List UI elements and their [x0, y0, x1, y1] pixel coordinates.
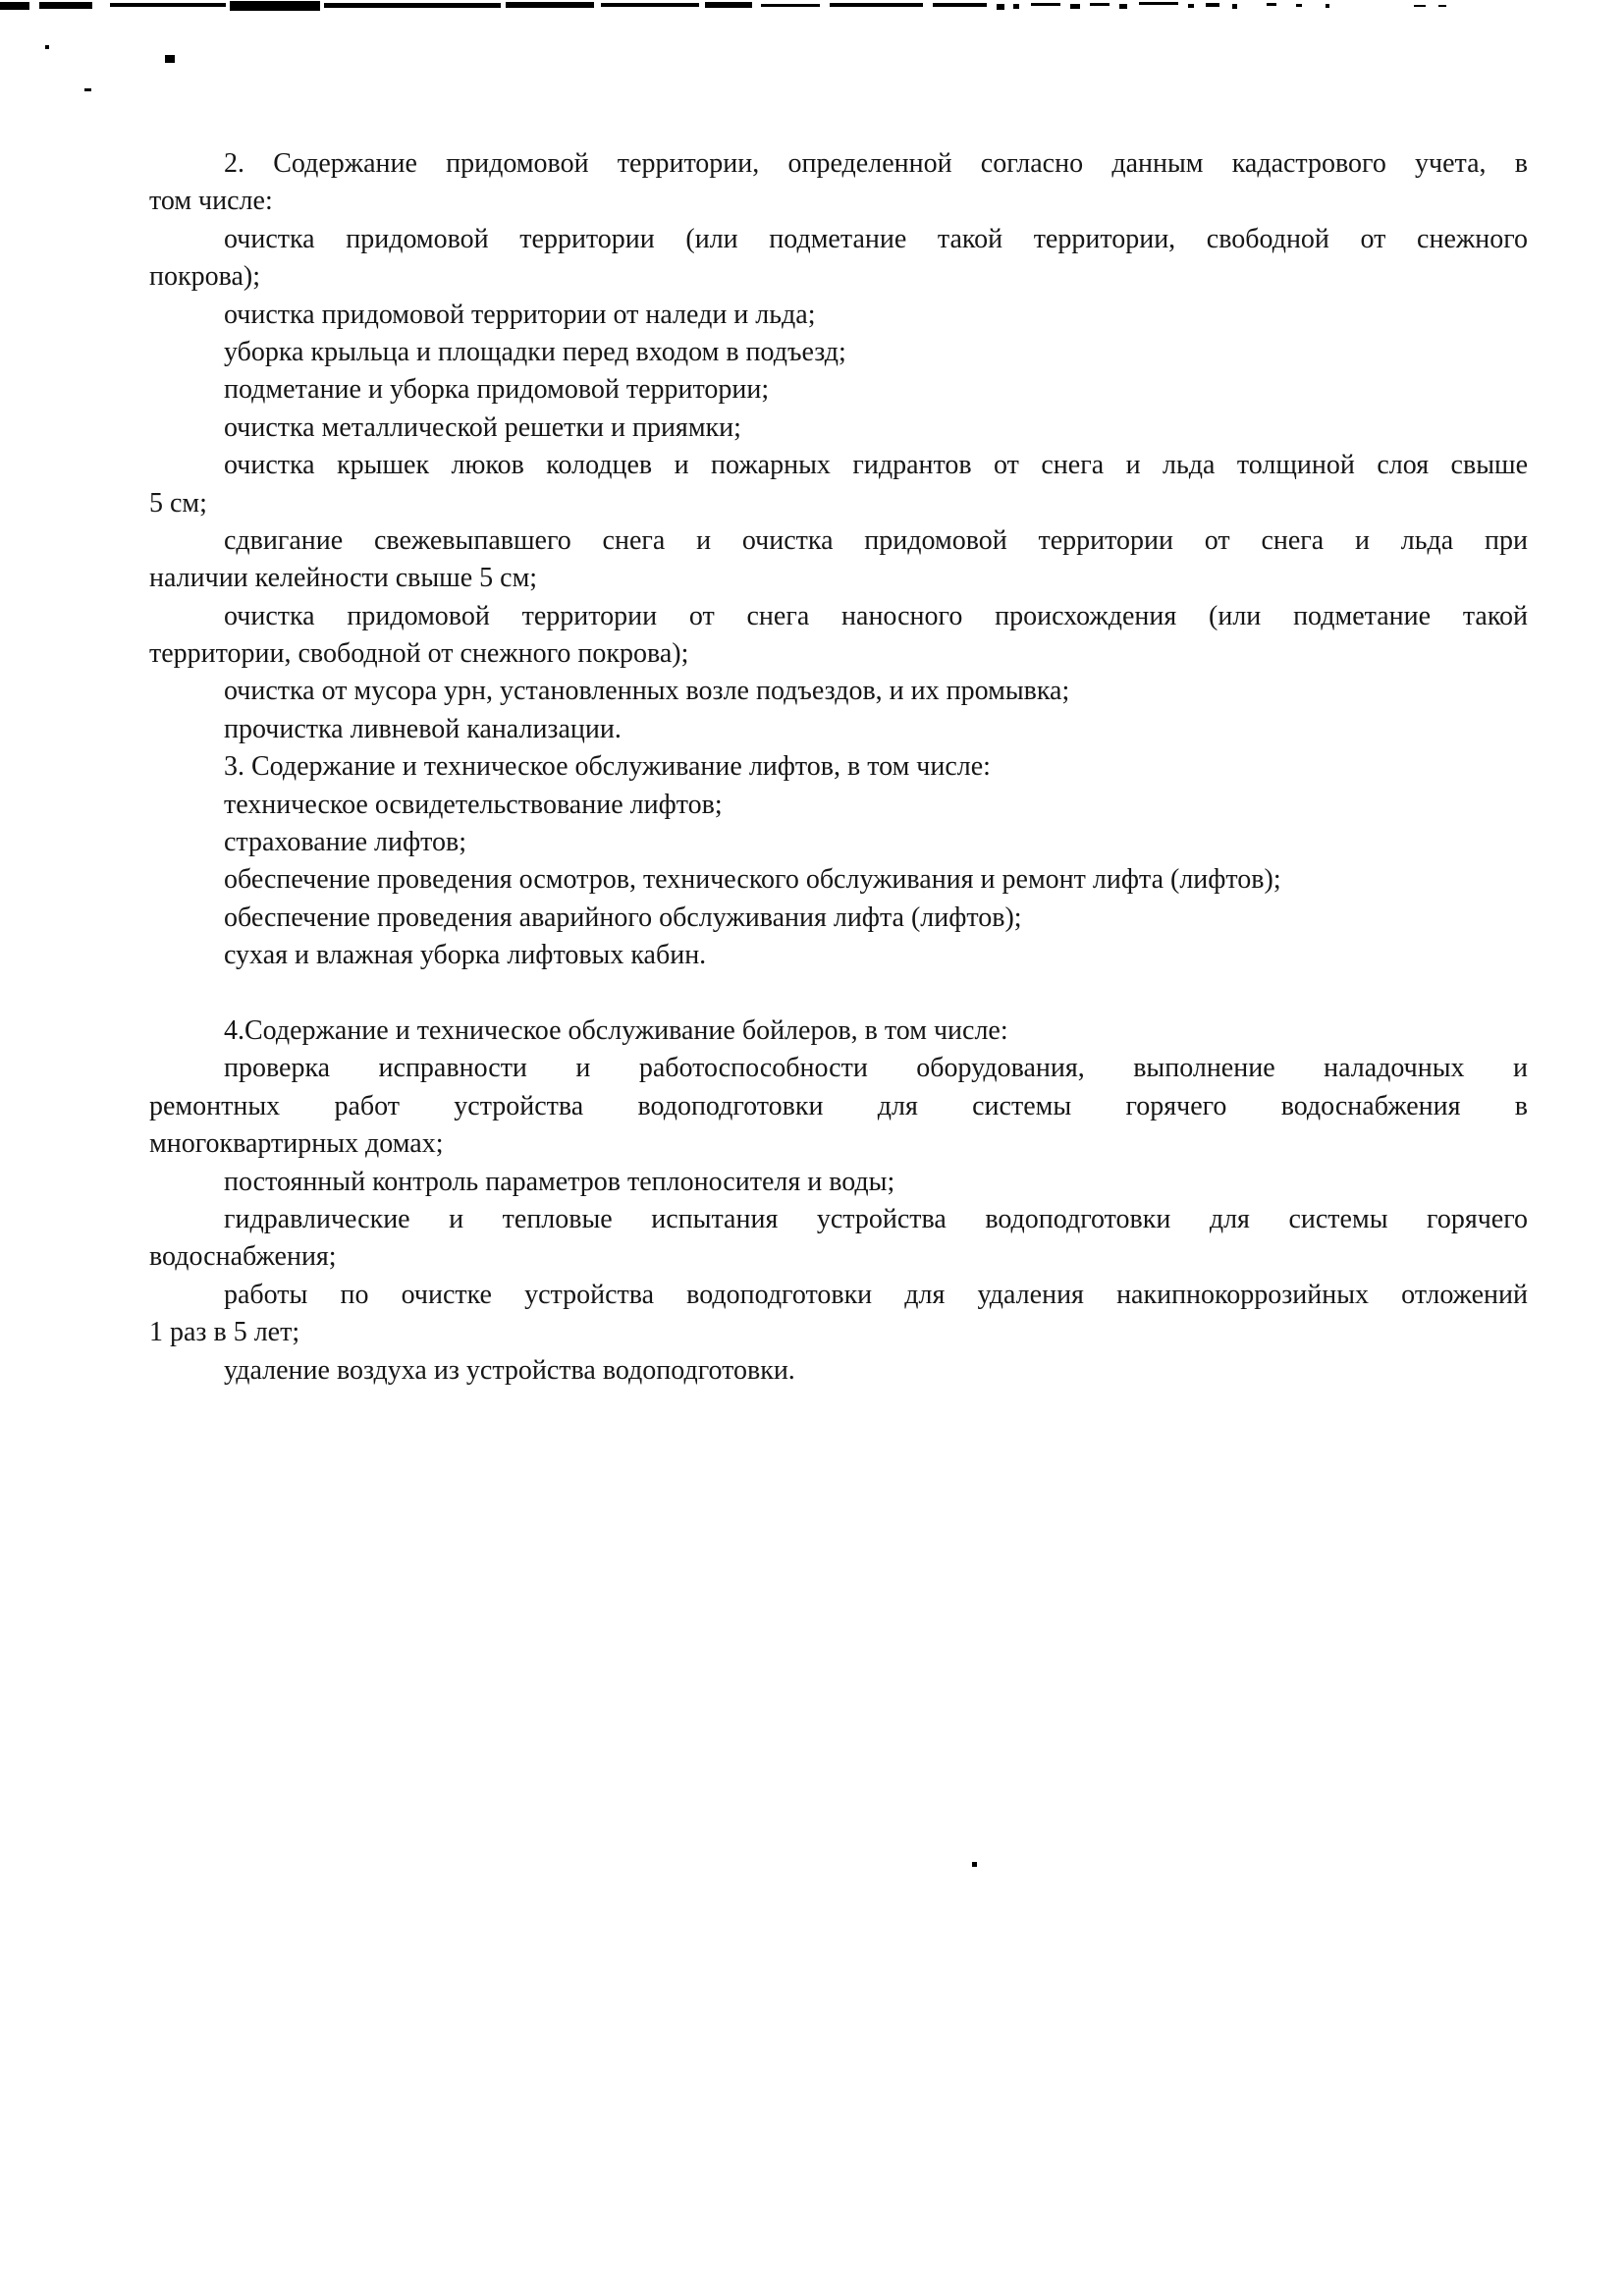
scan-artifact — [1031, 3, 1060, 6]
document-line: техническое освидетельствование лифтов; — [224, 789, 723, 820]
document-line: ремонтных работ устройства водоподготовки для системы горячего водоснабжения в — [149, 1090, 1528, 1121]
scan-artifact — [1414, 5, 1426, 7]
document-line: покрова); — [149, 261, 260, 293]
scan-artifact — [230, 1, 320, 11]
document-body — [149, 145, 1528, 1390]
document-line: прочистка ливневой канализации. — [224, 713, 622, 744]
scan-speck — [165, 55, 175, 63]
scan-artifact — [1206, 3, 1219, 7]
scan-artifact — [1013, 4, 1019, 9]
document-line: страхование лифтов; — [224, 827, 467, 858]
scan-artifact — [506, 2, 594, 8]
document-line: 2. Содержание придомовой территории, определенной согласно данным кадастрового учета, в — [224, 148, 1528, 179]
scan-artifact — [761, 4, 820, 7]
document-line: многоквартирных домах; — [149, 1128, 444, 1160]
scan-artifact — [1090, 3, 1110, 6]
scan-artifact — [933, 3, 987, 7]
scan-artifact — [1267, 3, 1276, 6]
document-line: обеспечение проведения аварийного обслуживания лифта (лифтов); — [224, 902, 1022, 933]
scan-artifact — [1070, 4, 1080, 9]
scan-artifact — [1119, 4, 1127, 9]
scan-artifact — [1232, 4, 1237, 9]
scan-speck — [45, 45, 49, 49]
document-line: очистка металлической решетки и приямки; — [224, 411, 741, 443]
document-line: обеспечение проведения осмотров, технического обслуживания и ремонт лифта (лифтов); — [224, 864, 1281, 896]
scan-artifact — [601, 3, 699, 7]
scan-artifact — [705, 2, 752, 8]
document-line: том числе: — [149, 186, 273, 217]
document-line: очистка придомовой территории от снега наносного происхождения (или подметание такой — [224, 600, 1528, 631]
scan-artifact — [324, 3, 501, 8]
document-line: 3. Содержание и техническое обслуживание лифтов, в том числе: — [224, 751, 991, 783]
document-line: водоснабжения; — [149, 1241, 337, 1273]
scan-artifact — [1188, 4, 1194, 8]
document-line: наличии келейности свыше 5 см; — [149, 563, 538, 594]
document-line: подметание и уборка придомовой территории; — [224, 374, 770, 406]
document-line: 1 раз в 5 лет; — [149, 1317, 300, 1348]
document-line: работы по очистке устройства водоподготовки для удаления накипнокоррозийных отложений — [224, 1279, 1528, 1310]
scan-artifact — [830, 3, 923, 7]
scan-artifact — [110, 3, 226, 7]
document-line: проверка исправности и работоспособности оборудования, выполнение наладочных и — [224, 1053, 1528, 1084]
document-line: постоянный контроль параметров теплоносителя и воды; — [224, 1166, 895, 1197]
document-line: очистка от мусора урн, установленных возле подъездов, и их промывка; — [224, 676, 1070, 707]
document-line: удаление воздуха из устройства водоподготовки. — [224, 1354, 795, 1386]
scan-artifact — [39, 2, 92, 9]
document-line: 4.Содержание и техническое обслуживание бойлеров, в том числе: — [224, 1014, 1008, 1046]
document-line: уборка крыльца и площадки перед входом в подъезд; — [224, 336, 846, 367]
scan-speck — [972, 1862, 977, 1867]
scan-artifact — [997, 4, 1004, 10]
scan-artifact — [1326, 4, 1329, 8]
scan-artifact — [1139, 2, 1178, 5]
document-line: очистка крышек люков колодцев и пожарных гидрантов от снега и льда толщиной слоя свыше — [224, 450, 1528, 481]
document-line: гидравлические и тепловые испытания устройства водоподготовки для системы горячего — [224, 1203, 1528, 1234]
scan-artifact — [0, 2, 29, 10]
document-line — [149, 975, 1528, 1012]
document-line: очистка придомовой территории от наледи и льда; — [224, 299, 816, 330]
scan-artifact — [1438, 5, 1446, 7]
document-line: очистка придомовой территории (или подметание такой территории, свободной от снежного — [224, 223, 1528, 254]
scan-speck — [84, 88, 91, 91]
document-line: сухая и влажная уборка лифтовых кабин. — [224, 940, 707, 971]
scan-artifact — [1296, 4, 1302, 7]
document-line: территории, свободной от снежного покрова); — [149, 638, 689, 670]
document-line: 5 см; — [149, 487, 207, 519]
document-line: сдвигание свежевыпавшего снега и очистка придомовой территории от снега и льда при — [224, 524, 1528, 556]
